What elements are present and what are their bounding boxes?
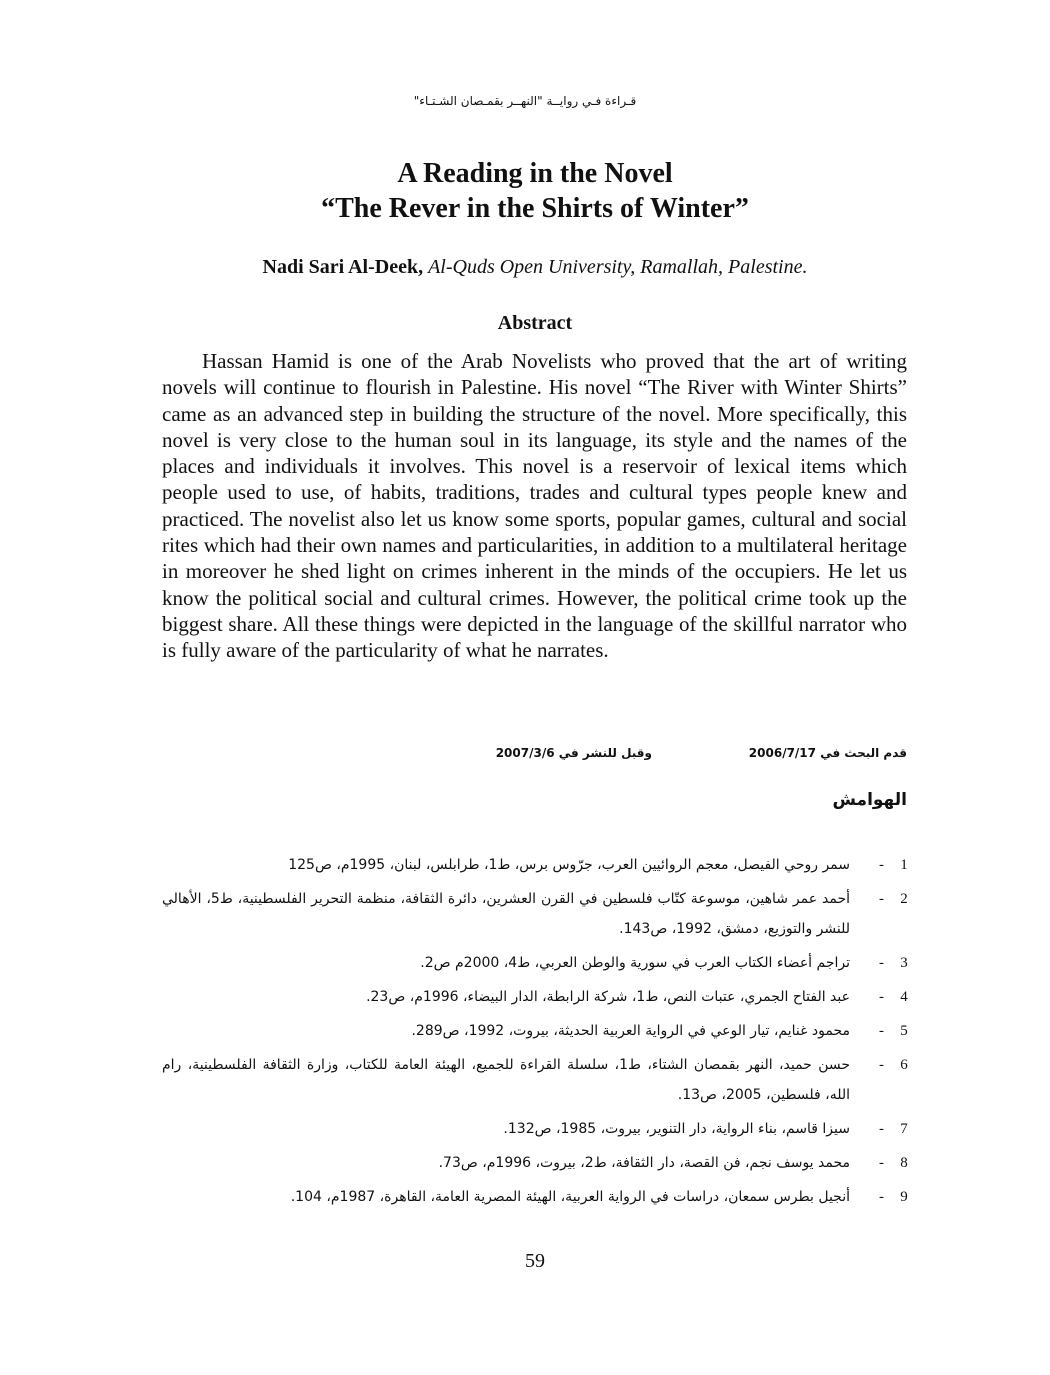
footnote-item (162, 884, 912, 944)
footnote-dash: - (879, 1189, 884, 1205)
footnote-item (162, 982, 912, 1012)
footnote-item (162, 1148, 912, 1178)
footnote-item (162, 1050, 912, 1110)
footnote-text: تراجم أعضاء الكتاب العرب في سورية والوطن العربي، ط4، 2000م ص2. (420, 955, 850, 971)
footnote-text: محمود غنايم، تيار الوعي في الرواية العربية الحديثة، بيروت، 1992، ص289. (411, 1023, 850, 1039)
footnote-dash: - (879, 1155, 884, 1171)
footnote-item (162, 948, 912, 978)
footnote-number: 9 (900, 1189, 908, 1205)
footnote-number: 1 (900, 857, 908, 873)
footnote-dash: - (879, 891, 884, 907)
footnote-item (162, 850, 912, 880)
abstract-text: Hassan Hamid is one of the Arab Novelists who proved that the art of writing novels will continue to flourish in Palestine. His novel “The River with Winter Shirts” came as an advanced step in building the structure of the novel. More specifically, this novel is very close to the human soul in its language, its style and the names of the places and individuals it involves. This novel is a reservoir of lexical items which people used to use, of habits, traditions, trades and cultural types people knew and practiced. The novelist also let us know some sports, popular games, cultural and social rites which had their own names and particularities, in addition to a multilateral heritage in moreover he shed light on crimes inherent in the minds of the occupiers. He let us know the political social and cultural crimes. However, the political crime took up the biggest share. All these things were depicted in the language of the skillful narrator who is fully aware of the particularity of what he narrates. (162, 349, 907, 663)
paper-title (0, 156, 1050, 226)
paper-title-line-2: “The Rever in the Shirts of Winter” (321, 193, 749, 224)
author-name: Nadi Sari Al-Deek, (262, 256, 424, 278)
submission-dates (400, 746, 907, 764)
footnote-number: 5 (900, 1023, 908, 1039)
submitted-date: قدم البحث في 2006/7/17 (748, 746, 907, 760)
footnote-text: محمد يوسف نجم، فن القصة، دار الثقافة، ط2، بيروت، 1996م، ص73. (438, 1155, 850, 1171)
footnote-text: سيزا قاسم، بناء الرواية، دار التنوير، بيروت، 1985، ص132. (503, 1121, 850, 1137)
footnotes-heading: الهوامش (832, 790, 907, 810)
author-line (0, 256, 1050, 279)
page-number: 59 (525, 1250, 545, 1272)
footnote-dash: - (879, 955, 884, 971)
footnotes-list (162, 850, 912, 1216)
footnote-dash: - (879, 857, 884, 873)
footnote-text: سمر روحي الفيصل، معجم الروائيين العرب، جرّوس برس، ط1، طرابلس، لبنان، 1995م، ص125 (288, 857, 850, 873)
footnote-dash: - (879, 989, 884, 1005)
running-header: قـراءة فـي روايــة "النهــر بقمـصان الشـتـاء" (413, 94, 637, 108)
accepted-date: وقبل للنشر في 2007/3/6 (495, 746, 652, 760)
footnote-number: 2 (900, 891, 908, 907)
footnote-item (162, 1114, 912, 1144)
footnote-text: حسن حميد، النهر بقمصان الشتاء، ط1، سلسلة القراءة للجميع، الهيئة العامة للكتاب، وزارة الثقافة الفلسطينية، رام الله، فلسطين، 2005، ص13. (162, 1057, 850, 1103)
footnote-number: 8 (900, 1155, 908, 1171)
footnote-text: عبد الفتاح الجمري، عتبات النص، ط1، شركة الرابطة، الدار البيضاء، 1996م، ص23. (366, 989, 850, 1005)
footnote-dash: - (879, 1121, 884, 1137)
footnote-number: 6 (900, 1057, 908, 1073)
footnote-dash: - (879, 1057, 884, 1073)
footnote-text: أحمد عمر شاهين، موسوعة كتّاب فلسطين في القرن العشرين، دائرة الثقافة، منظمة التحرير الفلسطينية، ط5، الأهالي للنشر والتوزيع، دمشق، 1992، ص143. (162, 891, 850, 937)
footnote-item (162, 1016, 912, 1046)
author-affiliation: Al-Quds Open University, Ramallah, Palestine. (428, 256, 808, 278)
abstract-heading: Abstract (497, 312, 573, 334)
footnote-number: 4 (900, 989, 908, 1005)
footnote-dash: - (879, 1023, 884, 1039)
footnote-text: أنجيل بطرس سمعان، دراسات في الرواية العربية، الهيئة المصرية العامة، القاهرة، 1987م، 104. (290, 1189, 850, 1205)
footnote-number: 3 (900, 955, 908, 971)
footnote-number: 7 (900, 1121, 908, 1137)
paper-title-line-1: A Reading in the Novel (397, 158, 673, 189)
footnote-item (162, 1182, 912, 1212)
